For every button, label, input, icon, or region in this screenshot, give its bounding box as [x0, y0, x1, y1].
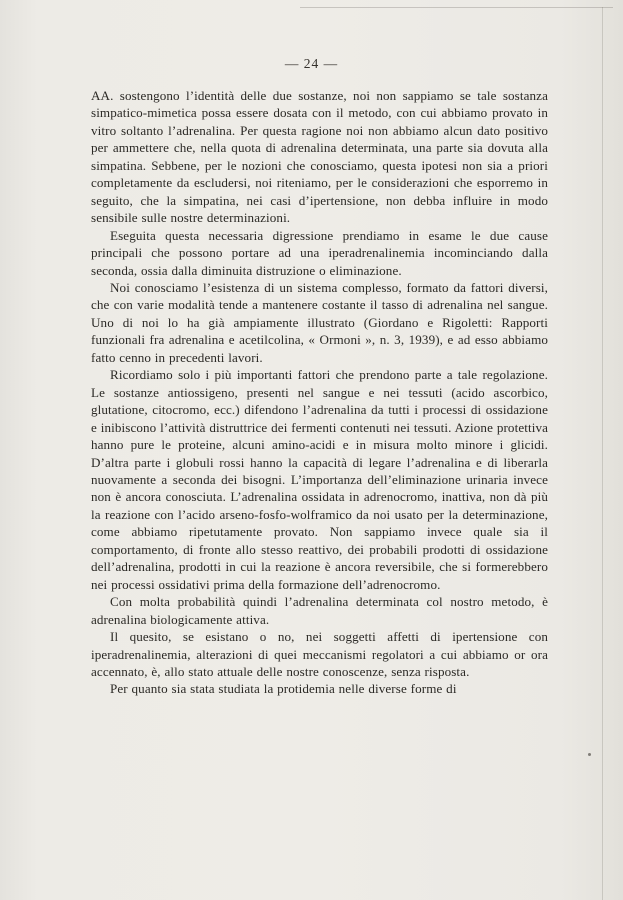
- page-number: — 24 —: [284, 56, 339, 71]
- paragraph: Ricordiamo solo i più importanti fattori che prendono parte a tale regolazione. Le sostanze antiossigeno, presenti nel sangue e nei tessuti (acido ascorbico, glutatione, citocromo, ecc.) difendono l’adrenalina da tutti i processi di ossidazione e inibiscono l’attività distruttrice dei fermenti contenuti nei tessuti. Azione protettiva hanno pure le proteine, alcuni amino-acidi e in misura molto minore i glicidi. D’altra parte i globuli rossi hanno la capacità di legare l’adrenalina e di liberarla nuovamente a seconda dei bisogni. L’importanza dell’eliminazione urinaria invece non è ancora conosciuta. L’adrenalina ossidata in adrenocromo, inattiva, non dà più la reazione con l’acido arseno-fosfo-wolframico da noi usato per la determinazione, come abbiamo ripetutamente provato. Non sappiamo invece quale sia il comportamento, di fronte allo stesso reattivo, dei probabili prodotti di ossidazione dell’adrenalina, prodotti in cui la reazione è ancora reversibile, che si formerebbero nei processi ossidativi prima della formazione dell’adrenocromo.: [91, 367, 548, 592]
- paragraph: AA. sostengono l’identità delle due sostanze, noi non sappiamo se tale sostanza simpatico-mimetica possa essere dosata con il metodo, con cui abbiamo provato in vitro soltanto l’adrenalina. Per questa ragione noi non abbiamo alcun dato positivo per ammettere che, nella quota di adrenalina determinata, una parte sia dovuta alla simpatina. Sebbene, per le nozioni che conosciamo, questa ipotesi non sia a priori completamente da escludersi, noi riteniamo, per le considerazioni che esporremo in seguito, che la simpatina, nei casi d’ipertensione, non debba influire in modo sensibile sulle nostre determinazioni.: [91, 88, 548, 226]
- body-text: [91, 87, 548, 698]
- paragraph: Noi conosciamo l’esistenza di un sistema complesso, formato da fattori diversi, che con varie modalità tende a mantenere costante il tasso di adrenalina nel sangue. Uno di noi lo ha già ampiamente illustrato (Giordano e Rigoletti: Rapporti funzionali fra adrenalina e acetilcolina, « Ormoni », n. 3, 1939), e ad esso abbiamo fatto cenno in precedenti lavori.: [91, 279, 548, 365]
- paragraph: Eseguita questa necessaria digressione prendiamo in esame le due cause principali che possono portare ad una iperadrenalinemia incominciando dalla seconda, ossia dalla diminuita distruzione o eliminazione.: [91, 227, 548, 278]
- paragraph: Il quesito, se esistano o no, nei soggetti affetti di ipertensione con iperadrenalinemia, alterazioni di quei meccanismi regolatori a cui abbiamo or ora accennato, è, allo stato attuale delle nostre conoscenze, senza risposta.: [91, 629, 548, 679]
- paragraph: Per quanto sia stata studiata la protidemia nelle diverse forme di: [110, 681, 457, 697]
- scan-speck: [588, 753, 591, 756]
- paragraph: Con molta probabilità quindi l’adrenalina determinata col nostro metodo, è adrenalina biologicamente attiva.: [91, 594, 548, 627]
